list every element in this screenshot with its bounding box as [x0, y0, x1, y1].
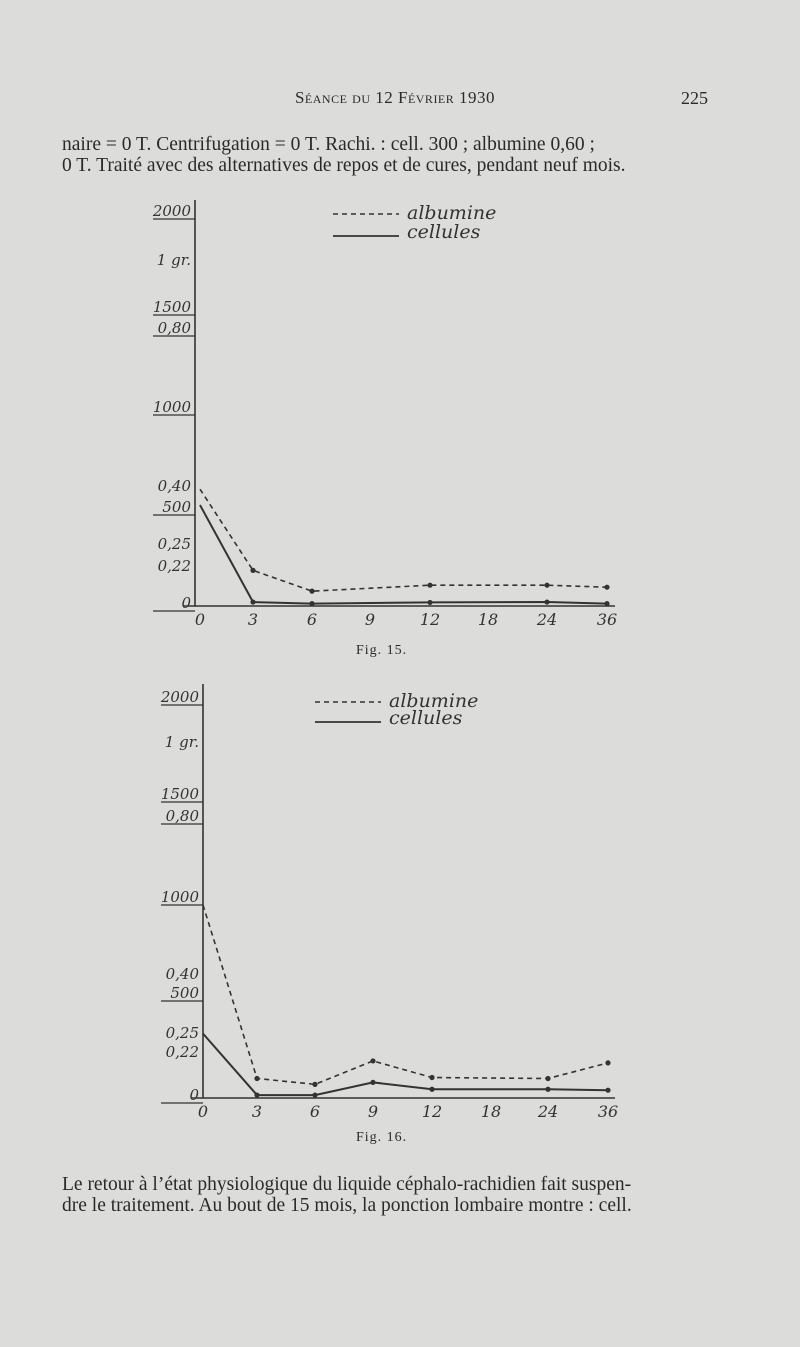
y-tick-label: 0,40 — [157, 477, 191, 495]
x-tick-label: 18 — [477, 610, 499, 629]
legend-label-cellules: cellules — [407, 221, 481, 243]
data-point-albumine — [605, 1060, 610, 1065]
y-tick-label: 1500 — [160, 785, 199, 803]
y-tick-label: 0 — [181, 594, 191, 612]
y-tick-label: 0,22 — [157, 557, 191, 575]
data-point-cellules — [544, 599, 549, 604]
y-tick-label: 500 — [162, 498, 191, 516]
figure-caption-16: Fig. 16. — [356, 1130, 408, 1145]
data-point-cellules — [605, 1088, 610, 1093]
data-point-albumine — [604, 585, 609, 590]
data-point-albumine — [312, 1082, 317, 1087]
series-line-albumine — [200, 489, 607, 591]
data-point-albumine — [545, 1076, 550, 1081]
data-point-albumine — [370, 1058, 375, 1063]
data-point-cellules — [545, 1087, 550, 1092]
data-point-cellules — [427, 600, 432, 605]
data-point-albumine — [309, 589, 314, 594]
text-line: dre le traitement. Au bout de 15 mois, la ponction lombaire montre : cell. — [62, 1195, 632, 1216]
data-point-cellules — [309, 601, 314, 606]
legend-label-albumine: albumine — [407, 202, 497, 224]
data-point-albumine — [544, 583, 549, 588]
chart-fig-16 — [0, 680, 800, 1130]
y-tick-label: 0,80 — [165, 807, 199, 825]
y-tick-label: 0 — [189, 1086, 199, 1104]
x-tick-label: 12 — [421, 1102, 443, 1121]
y-tick-label: 0,25 — [165, 1024, 199, 1042]
page-number: 225 — [681, 88, 708, 108]
x-tick-label: 24 — [536, 610, 558, 629]
data-point-albumine — [250, 568, 255, 573]
y-tick-label: 0,80 — [157, 319, 191, 337]
paragraph-bottom — [62, 1174, 708, 1216]
x-tick-label: 3 — [251, 1102, 263, 1121]
running-title: Séance du 12 Février 1930 — [294, 88, 496, 107]
data-point-cellules — [254, 1092, 259, 1097]
y-tick-label: 0,25 — [157, 535, 191, 553]
y-tick-label: 2000 — [160, 688, 199, 706]
y-tick-label: 2000 — [152, 202, 191, 220]
series-line-cellules — [200, 505, 607, 604]
x-tick-label: 3 — [247, 610, 259, 629]
x-tick-label: 6 — [309, 1102, 321, 1121]
y-tick-label: 500 — [170, 984, 199, 1002]
data-point-albumine — [427, 583, 432, 588]
data-point-cellules — [312, 1092, 317, 1097]
data-point-albumine — [254, 1076, 259, 1081]
data-point-cellules — [429, 1087, 434, 1092]
text-line: Le retour à l’état physiologique du liquide céphalo-rachidien fait suspen- — [62, 1174, 632, 1195]
data-point-albumine — [429, 1075, 434, 1080]
y-tick-label: 0,40 — [165, 965, 199, 983]
data-point-cellules — [250, 599, 255, 604]
text-line: naire = 0 T. Centrifugation = 0 T. Rachi. : cell. 300 ; albumine 0,60 ; — [62, 134, 595, 155]
y-tick-label: 1 gr. — [156, 251, 191, 269]
data-point-cellules — [604, 601, 609, 606]
x-tick-label: 9 — [367, 1102, 379, 1121]
x-tick-label: 9 — [364, 610, 376, 629]
x-tick-label: 36 — [597, 1102, 619, 1121]
y-tick-label: 0,22 — [165, 1043, 199, 1061]
x-tick-label: 12 — [419, 610, 441, 629]
y-tick-label: 1000 — [160, 888, 199, 906]
x-tick-label: 0 — [194, 610, 206, 629]
x-tick-label: 24 — [537, 1102, 559, 1121]
y-tick-label: 1500 — [152, 298, 191, 316]
x-tick-label: 36 — [596, 610, 618, 629]
legend-label-cellules: cellules — [389, 707, 463, 729]
chart-fig-15 — [0, 190, 800, 640]
y-tick-label: 1000 — [152, 398, 191, 416]
paragraph-top — [62, 134, 708, 176]
x-tick-label: 0 — [197, 1102, 209, 1121]
figure-caption-15: Fig. 15. — [356, 643, 408, 658]
text-line: 0 T. Traité avec des alternatives de repos et de cures, pendant neuf mois. — [62, 155, 626, 176]
data-point-cellules — [370, 1080, 375, 1085]
legend-label-albumine: albumine — [389, 690, 479, 712]
y-tick-label: 1 gr. — [164, 733, 199, 751]
series-line-albumine — [203, 905, 608, 1084]
x-tick-label: 6 — [306, 610, 318, 629]
x-tick-label: 18 — [480, 1102, 502, 1121]
series-line-cellules — [203, 1034, 608, 1095]
